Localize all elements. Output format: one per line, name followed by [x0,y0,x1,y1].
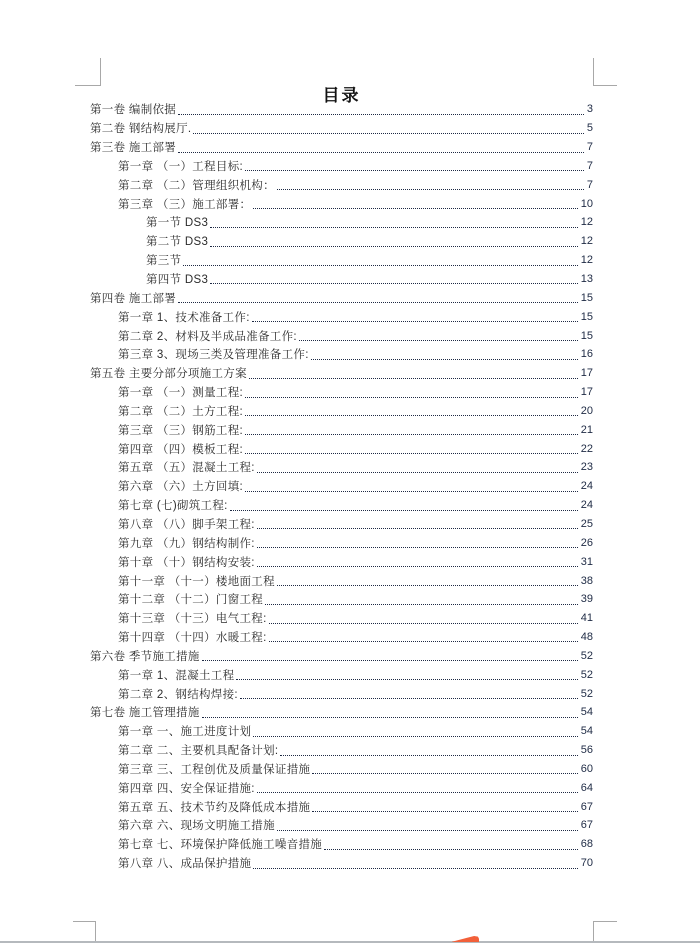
toc-entry[interactable] [90,458,593,477]
crop-mark-top-right [593,58,617,86]
toc-page-number: 7 [586,178,593,191]
toc-entry[interactable] [90,628,593,647]
toc-entry-label: 第二节 DS3 [146,236,209,249]
toc-entry-label: 第十四章 （十四）水暖工程: [118,632,267,645]
dot-leader [245,434,578,435]
dot-leader [252,321,578,322]
toc-entry-label: 第十章 （十）钢结构安装: [118,556,255,569]
toc-entry-label: 第五章 （五）混凝土工程: [118,462,255,475]
toc-page-number: 15 [580,310,593,323]
page-title: 目录 [322,86,361,105]
toc-entry[interactable] [90,665,593,684]
dot-leader [245,491,578,492]
dot-leader [253,868,577,869]
dot-leader [277,830,578,831]
dot-leader [230,510,578,511]
dot-leader [257,528,578,529]
toc-page-number: 17 [580,386,593,399]
toc-entry-label: 第二章 二、主要机具配备计划: [118,745,279,758]
toc-page-number: 31 [580,555,593,568]
toc-entry-label: 第十三章 （十三）电气工程: [118,613,267,626]
toc-entry-label: 第一节 DS3 [146,217,209,230]
crop-mark-bottom-left [73,921,96,943]
toc-page-number: 23 [580,461,593,474]
dot-leader [236,679,577,680]
toc-entry[interactable] [90,477,593,496]
dot-leader [257,566,578,567]
toc-entry-label: 第三章 （三）施工部署： [118,198,252,211]
toc-page-number: 12 [580,216,593,229]
toc-entry-label: 第九章 （九）钢结构制作: [118,537,255,550]
toc-entry-label: 第一章 1、混凝土工程 [118,669,235,682]
toc-entry-label: 第二章 2、材料及半成品准备工作: [118,330,297,343]
toc-entry[interactable] [90,741,593,760]
page-boundary-line [0,941,700,943]
toc-entry-label: 第二章 2、钢结构焊接: [118,688,238,701]
dot-leader [245,453,578,454]
toc-page-number: 3 [586,103,593,116]
toc-entry[interactable] [90,816,593,835]
dot-leader [193,133,583,134]
toc-page-number: 13 [580,273,593,286]
toc-page-number: 52 [580,687,593,700]
toc-page-number: 17 [580,367,593,380]
dot-leader [210,283,578,284]
next-page-logo-swoosh [452,936,479,942]
toc-list [90,100,593,873]
toc-entry[interactable] [90,194,593,213]
toc-entry[interactable] [90,119,593,138]
toc-page-number: 21 [580,423,593,436]
dot-leader [269,641,578,642]
toc-entry[interactable] [90,778,593,797]
toc-entry[interactable] [90,684,593,703]
toc-entry-label: 第一章 （一）工程目标: [118,160,243,173]
crop-mark-bottom-right [593,921,617,943]
toc-entry[interactable] [90,703,593,722]
toc-entry[interactable] [90,307,593,326]
toc-entry-label: 第六章 六、现场文明施工措施 [118,820,275,833]
toc-entry[interactable] [90,609,593,628]
toc-entry-label: 第四节 DS3 [146,274,209,287]
toc-entry-label: 第二卷 钢结构展厅. [90,123,192,136]
dot-leader [253,736,577,737]
dot-leader [245,170,584,171]
toc-entry[interactable] [90,383,593,402]
toc-page-number: 64 [580,781,593,794]
dot-leader [178,302,578,303]
toc-entry-label: 第三卷 施工部署 [90,142,177,155]
toc-page-number: 68 [580,838,593,851]
toc-entry[interactable] [90,157,593,176]
dot-leader [277,585,578,586]
toc-page-number: 38 [580,574,593,587]
toc-entry[interactable] [90,402,593,421]
dot-leader [299,340,578,341]
toc-page-number: 10 [580,197,593,210]
dot-leader [245,415,578,416]
toc-entry[interactable] [90,515,593,534]
toc-page-number: 12 [580,235,593,248]
toc-page-number: 7 [586,141,593,154]
toc-page-number: 15 [580,329,593,342]
toc-entry-label: 第四章 四、安全保证措施: [118,782,255,795]
dot-leader [280,755,577,756]
toc-entry-label: 第七卷 施工管理措施 [90,707,200,720]
toc-page-number: 67 [580,819,593,832]
toc-page-number: 15 [580,291,593,304]
toc-page-number: 5 [586,122,593,135]
toc-entry[interactable] [90,646,593,665]
dot-leader [202,660,578,661]
toc-entry-label: 第四章 （四）模板工程: [118,443,243,456]
toc-entry-label: 第二章 （二）管理组织机构： [118,179,275,192]
toc-entry-label: 第十二章 （十二）门窗工程 [118,594,264,607]
toc-page-number: 60 [580,762,593,775]
toc-entry-label: 第八章 （八）脚手架工程: [118,518,255,531]
toc-entry-label: 第七章 (七)砌筑工程: [118,500,228,513]
toc-entry[interactable] [90,251,593,270]
toc-entry-label: 第一章 1、技术准备工作: [118,311,250,324]
dot-leader [311,359,578,360]
toc-entry[interactable] [90,590,593,609]
toc-page-number: 54 [580,706,593,719]
toc-page-number: 7 [586,159,593,172]
toc-entry[interactable] [90,175,593,194]
dot-leader [202,717,578,718]
toc-entry-label: 第二章 （二）土方工程: [118,405,243,418]
dot-leader [312,773,577,774]
dot-leader [178,114,584,115]
toc-entry[interactable] [90,232,593,251]
toc-entry-label: 第十一章 （十一）楼地面工程 [118,575,275,588]
toc-page-number: 12 [580,254,593,267]
toc-entry[interactable] [90,835,593,854]
toc-entry[interactable] [90,270,593,289]
toc-entry[interactable] [90,552,593,571]
toc-page-number: 52 [580,649,593,662]
toc-page-number: 70 [580,857,593,870]
dot-leader [183,265,577,266]
dot-leader [269,623,578,624]
dot-leader [257,547,578,548]
toc-entry[interactable] [90,364,593,383]
toc-entry-label: 第三章 3、现场三类及管理准备工作: [118,349,309,362]
toc-entry-label: 第六章 （六）土方回填: [118,481,243,494]
toc-entry[interactable] [90,345,593,364]
toc-page-number: 56 [580,744,593,757]
toc-entry[interactable] [90,213,593,232]
dot-leader [257,472,578,473]
dot-leader [312,811,577,812]
dot-leader [257,792,578,793]
toc-entry[interactable] [90,326,593,345]
toc-entry[interactable] [90,854,593,873]
toc-page-number: 26 [580,536,593,549]
toc-page-number: 41 [580,612,593,625]
dot-leader [324,849,578,850]
toc-entry-label: 第七章 七、环境保护降低施工噪音措施 [118,839,323,852]
toc-entry[interactable] [90,571,593,590]
toc-entry-label: 第三章 三、工程创优及质量保证措施 [118,763,311,776]
toc-page-number: 24 [580,499,593,512]
dot-leader [253,208,577,209]
toc-entry[interactable] [90,760,593,779]
toc-page-number: 67 [580,800,593,813]
toc-page-number: 39 [580,593,593,606]
dot-leader [277,189,584,190]
toc-page-number: 24 [580,480,593,493]
dot-leader [210,227,578,228]
toc-entry[interactable] [90,288,593,307]
toc-entry[interactable] [90,722,593,741]
toc-page-number: 52 [580,668,593,681]
dot-leader [210,246,578,247]
toc-entry[interactable] [90,420,593,439]
dot-leader [245,397,578,398]
toc-entry-label: 第一章 （一）测量工程: [118,387,243,400]
toc-page-number: 25 [580,517,593,530]
dot-leader [249,378,578,379]
toc-entry[interactable] [90,100,593,119]
dot-leader [240,698,578,699]
dot-leader [178,152,584,153]
toc-entry-label: 第五卷 主要分部分项施工方案 [90,368,247,381]
toc-page-number: 54 [580,725,593,738]
toc-entry-label: 第四卷 施工部署 [90,292,177,305]
toc-entry[interactable] [90,439,593,458]
toc-entry[interactable] [90,797,593,816]
toc-entry-label: 第一卷 编制依据 [90,104,177,117]
toc-entry-label: 第三章 （三）钢筋工程: [118,424,243,437]
toc-entry[interactable] [90,533,593,552]
toc-entry[interactable] [90,138,593,157]
toc-entry-label: 第五章 五、技术节约及降低成本措施 [118,801,311,814]
dot-leader [265,604,578,605]
toc-entry-label: 第三节 [146,255,182,268]
toc-entry-label: 第六卷 季节施工措施 [90,650,200,663]
toc-entry[interactable] [90,496,593,515]
toc-entry-label: 第一章 一、施工进度计划 [118,726,252,739]
toc-page-number: 22 [580,442,593,455]
toc-page-number: 20 [580,404,593,417]
toc-entry-label: 第八章 八、成品保护措施 [118,858,252,871]
toc-page-number: 16 [580,348,593,361]
toc-page-number: 48 [580,631,593,644]
